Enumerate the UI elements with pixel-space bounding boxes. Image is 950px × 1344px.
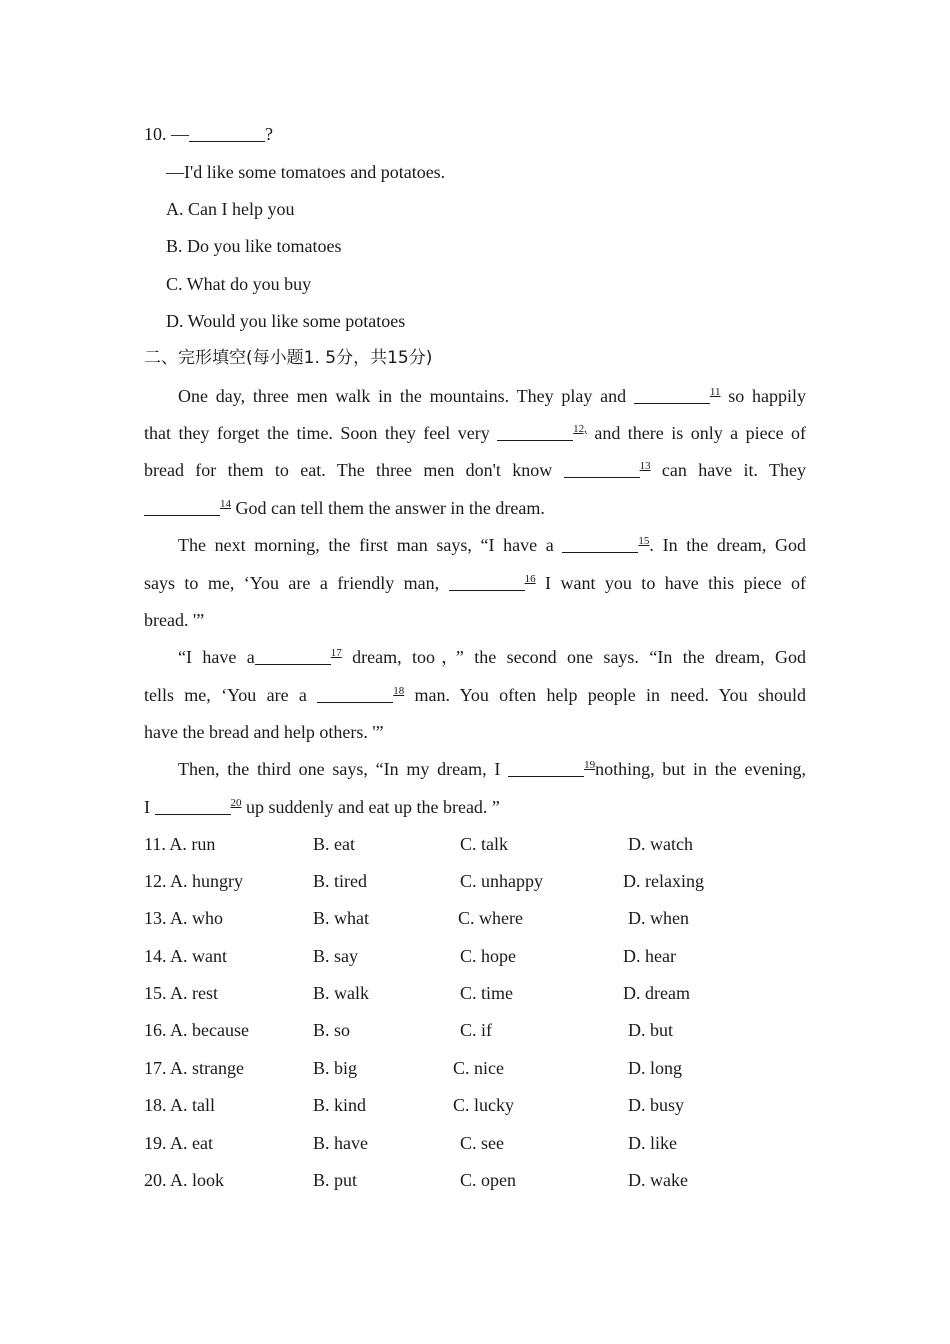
passage-text: I want you to have this piece of xyxy=(535,573,806,593)
choice-b: B. so xyxy=(313,1020,351,1040)
choice-d: D. busy xyxy=(628,1095,685,1115)
blank-number: 14 xyxy=(220,498,231,510)
blank-number: 13 xyxy=(639,460,651,472)
choice-row-18 xyxy=(144,1093,824,1117)
q10-option-b: B. Do you like tomatoes xyxy=(166,236,342,256)
choice-c: C. if xyxy=(460,1020,493,1040)
choice-a: 16. A. because xyxy=(144,1020,249,1040)
choice-a: 13. A. who xyxy=(144,908,224,928)
choice-d: D. wake xyxy=(628,1170,688,1190)
choice-c: C. open xyxy=(460,1170,516,1190)
choice-row-16 xyxy=(144,1018,824,1042)
blank-19 xyxy=(508,758,584,777)
choice-d: D. dream xyxy=(623,983,690,1003)
choice-c: C. where xyxy=(458,908,523,928)
q10-suffix: ? xyxy=(265,124,273,144)
blank-12 xyxy=(497,422,573,441)
passage-line xyxy=(178,645,806,669)
blank-14 xyxy=(144,497,220,516)
passage-line xyxy=(178,533,806,557)
choice-row-13 xyxy=(144,906,824,930)
choice-c: C. nice xyxy=(453,1058,504,1078)
choice-row-14 xyxy=(144,944,824,968)
passage-text: that they forget the time. Soon they feel very xyxy=(144,423,498,443)
passage-text: nothing, but in the evening, xyxy=(595,759,806,779)
choice-d: D. hear xyxy=(623,946,676,966)
choice-c: C. see xyxy=(460,1133,504,1153)
passage-text: Then, the third one says, “In my dream, I xyxy=(178,759,509,779)
choice-c: C. hope xyxy=(460,946,516,966)
q10-reply: —I'd like some tomatoes and potatoes. xyxy=(166,162,446,182)
blank-number: 17 xyxy=(330,647,342,659)
blank-number: 11 xyxy=(709,386,721,398)
choice-a: 19. A. eat xyxy=(144,1133,213,1153)
choice-d: D. but xyxy=(628,1020,673,1040)
blank-number: 15 xyxy=(638,535,650,547)
choice-b: B. kind xyxy=(313,1095,367,1115)
choice-a: 17. A. strange xyxy=(144,1058,244,1078)
section-heading: 二、完形填空(每小题1. 5分，共15分) xyxy=(144,348,433,368)
blank-18 xyxy=(317,684,393,703)
blank-13 xyxy=(564,459,640,478)
choice-a: 11. A. run xyxy=(144,834,216,854)
passage-line xyxy=(144,683,806,707)
passage-text: One day, three men walk in the mountains. They play and xyxy=(178,386,634,406)
q10-option-d: D. Would you like some potatoes xyxy=(166,311,406,331)
choice-a: 14. A. want xyxy=(144,946,227,966)
passage-text: can have it. They xyxy=(650,460,806,480)
passage-text: says to me, ‘You are a friendly man, xyxy=(144,573,449,593)
q10-prompt xyxy=(144,122,806,146)
passage-text: . In the dream, God xyxy=(649,535,806,555)
q10-option-c: C. What do you buy xyxy=(166,274,312,294)
blank-number: 20 xyxy=(230,797,242,809)
passage-line xyxy=(144,458,806,482)
passage-line xyxy=(178,384,806,408)
choice-d: D. relaxing xyxy=(623,871,704,891)
choice-b: B. eat xyxy=(313,834,355,854)
choice-c: C. talk xyxy=(460,834,508,854)
passage-line xyxy=(144,795,806,819)
choice-row-20 xyxy=(144,1168,824,1192)
blank-number: 12, xyxy=(573,423,587,435)
passage-line xyxy=(144,421,806,445)
passage-line: bread. '” xyxy=(144,610,205,630)
choice-row-17 xyxy=(144,1056,824,1080)
passage-line: have the bread and help others. '” xyxy=(144,722,384,742)
blank-number: 16 xyxy=(524,573,536,585)
choice-b: B. have xyxy=(313,1133,368,1153)
choice-b: B. tired xyxy=(313,871,367,891)
blank-17 xyxy=(255,646,331,665)
choice-d: D. long xyxy=(628,1058,682,1078)
choice-row-15 xyxy=(144,981,824,1005)
passage-text: tells me, ‘You are a xyxy=(144,685,318,705)
blank-number: 18 xyxy=(393,685,405,697)
blank-20 xyxy=(155,796,231,815)
choice-b: B. say xyxy=(313,946,358,966)
choice-d: D. like xyxy=(628,1133,677,1153)
q10-prefix: 10. — xyxy=(144,124,189,144)
blank-number: 19 xyxy=(584,759,596,771)
passage-text: I xyxy=(144,797,155,817)
passage-text: bread for them to eat. The three men don't know xyxy=(144,460,564,480)
choice-c: C. lucky xyxy=(453,1095,514,1115)
blank-15 xyxy=(562,534,638,553)
choice-row-19 xyxy=(144,1131,824,1155)
q10-blank xyxy=(189,123,265,142)
choice-row-12 xyxy=(144,869,824,893)
choice-a: 12. A. hungry xyxy=(144,871,243,891)
passage-text: God can tell them the answer in the dream. xyxy=(231,498,545,518)
passage-text: dream, too，” the second one says. “In the dream, God xyxy=(341,647,806,667)
choice-row-11 xyxy=(144,832,824,856)
passage-text: The next morning, the first man says, “I have a xyxy=(178,535,563,555)
choice-c: C. time xyxy=(460,983,513,1003)
passage-text: man. You often help people in need. You should xyxy=(404,685,806,705)
passage-text: “I have a xyxy=(178,647,255,667)
passage-text: and there is only a piece of xyxy=(586,423,806,443)
passage-line xyxy=(144,571,806,595)
choice-a: 15. A. rest xyxy=(144,983,218,1003)
choice-a: 20. A. look xyxy=(144,1170,225,1190)
passage-line xyxy=(144,496,806,520)
choice-d: D. watch xyxy=(628,834,693,854)
passage-text: up suddenly and eat up the bread. ” xyxy=(241,797,500,817)
blank-11 xyxy=(634,385,710,404)
choice-c: C. unhappy xyxy=(460,871,543,891)
q10-option-a: A. Can I help you xyxy=(166,199,295,219)
passage-text: so happily xyxy=(720,386,807,406)
choice-b: B. what xyxy=(313,908,369,928)
choice-a: 18. A. tall xyxy=(144,1095,215,1115)
choice-b: B. put xyxy=(313,1170,358,1190)
choice-b: B. big xyxy=(313,1058,358,1078)
passage-line xyxy=(178,757,806,781)
choice-b: B. walk xyxy=(313,983,369,1003)
choice-d: D. when xyxy=(628,908,689,928)
blank-16 xyxy=(449,572,525,591)
